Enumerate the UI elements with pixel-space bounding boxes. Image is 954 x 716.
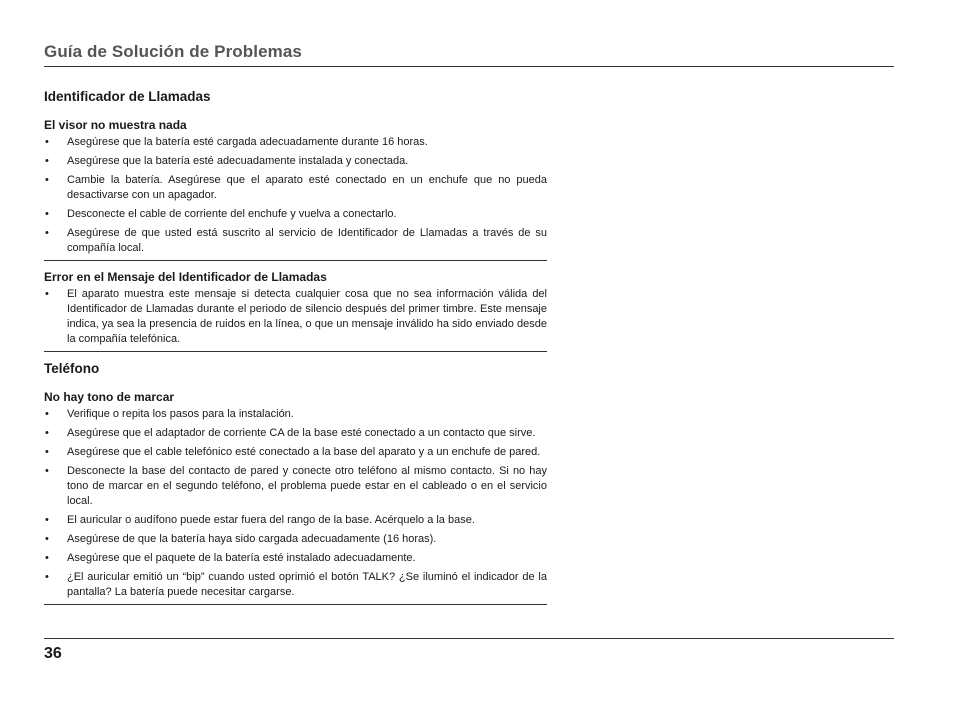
bullet-icon: • — [45, 571, 49, 583]
list-item: • Asegúrese que el paquete de la batería esté instalado adecuadamente. — [45, 552, 416, 564]
header-rule — [44, 66, 894, 67]
section-divider — [44, 604, 547, 605]
list-item: • Asegúrese que la batería esté cargada adecuadamente durante 16 horas. — [45, 136, 428, 148]
list-item: • Desconecte la base del contacto de pared y conecte otro teléfono al mismo contacto. Si no hay tono de marcar en el segundo teléfono, el problema puede estar en el cableado o en el servicio local. — [45, 465, 547, 507]
bullet-icon: • — [45, 465, 49, 477]
bullet-icon: • — [45, 174, 49, 186]
bullet-icon: • — [45, 408, 49, 420]
section-divider — [44, 351, 547, 352]
bullet-icon: • — [45, 208, 49, 220]
list-item: • Asegúrese de que usted está suscrito al servicio de Identificador de Llamadas a través de su compañía local. — [45, 227, 547, 254]
bullet-icon: • — [45, 533, 49, 545]
bullet-icon: • — [45, 288, 49, 300]
list-item: • Desconecte el cable de corriente del enchufe y vuelva a conectarlo. — [45, 208, 397, 220]
bullet-list — [44, 407, 547, 600]
list-item: • Asegúrese que la batería esté adecuadamente instalada y conectada. — [45, 155, 409, 167]
bullet-icon: • — [45, 227, 49, 239]
list-item: • Verifique o repita los pasos para la instalación. — [45, 408, 294, 420]
section-heading: Teléfono — [44, 361, 100, 376]
bullet-icon: • — [45, 155, 49, 167]
section-caller-id — [44, 88, 547, 352]
page-number: 36 — [44, 645, 62, 662]
list-item: • Asegúrese que el adaptador de corriente CA de la base esté conectado a un contacto que sirve. — [45, 427, 536, 439]
subsection-heading: No hay tono de marcar — [44, 390, 175, 404]
bullet-list — [44, 135, 547, 256]
bullet-icon: • — [45, 514, 49, 526]
bullet-icon: • — [45, 427, 49, 439]
footer-rule — [44, 638, 894, 639]
section-telephone — [44, 360, 547, 605]
subsection-heading: El visor no muestra nada — [44, 118, 187, 132]
main-content — [44, 88, 547, 605]
list-item: • El aparato muestra este mensaje si detecta cualquier cosa que no sea información válida del Identificador de Llamadas durante el periodo de silencio después del primer timbre. Este mensaje indica, ya sea la presencia de ruidos en la línea, o que un mensaje inválido ha sido enviado desde la compañía telefónica. — [45, 288, 547, 345]
list-item: • Asegúrese que el cable telefónico esté conectado a la base del aparato y a un enchufe de pared. — [45, 446, 541, 458]
list-item: • Asegúrese de que la batería haya sido cargada adecuadamente (16 horas). — [45, 533, 437, 545]
bullet-icon: • — [45, 446, 49, 458]
bullet-list — [44, 287, 547, 347]
bullet-icon: • — [45, 136, 49, 148]
list-item: • Cambie la batería. Asegúrese que el aparato esté conectado en un enchufe que no pueda desactivarse con un apagador. — [45, 174, 547, 201]
list-item: • El auricular o audífono puede estar fuera del rango de la base. Acérquelo a la base. — [45, 514, 475, 526]
bullet-icon: • — [45, 552, 49, 564]
list-item: • ¿El auricular emitió un “bip” cuando usted oprimió el botón TALK? ¿Se iluminó el indicador de la pantalla? La batería puede necesitar cargarse. — [45, 571, 547, 598]
page-title: Guía de Solución de Problemas — [44, 42, 302, 61]
section-heading: Identificador de Llamadas — [44, 89, 211, 104]
subsection-heading: Error en el Mensaje del Identificador de Llamadas — [44, 270, 327, 284]
